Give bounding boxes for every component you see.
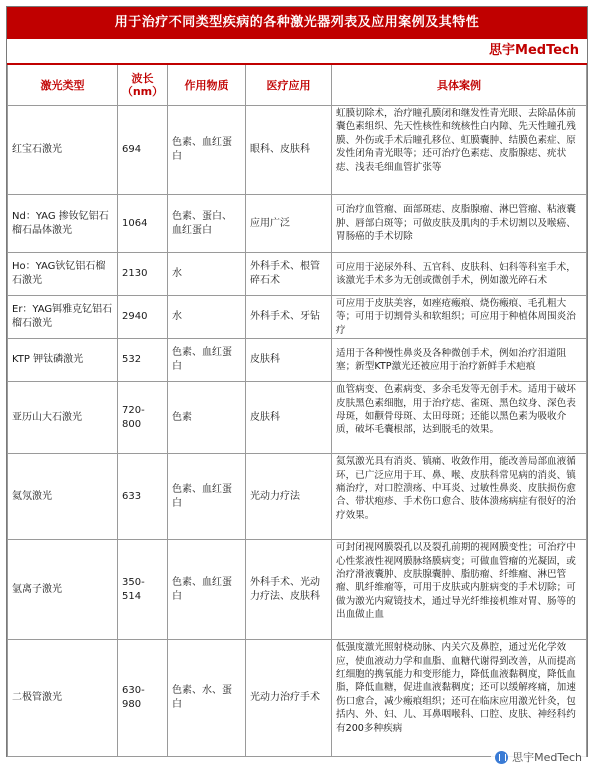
cell-material: 色素、水、蛋白 xyxy=(168,640,246,757)
table-header-row xyxy=(8,65,587,106)
cell-laser-type: 氦氖激光 xyxy=(8,454,118,540)
wechat-channel-icon xyxy=(495,751,508,764)
cell-wavelength: 2940 xyxy=(118,296,168,339)
cell-material: 色素、血红蛋白 xyxy=(168,339,246,382)
cell-wavelength: 633 xyxy=(118,454,168,540)
cell-wavelength: 350-514 xyxy=(118,540,168,640)
table-row xyxy=(8,454,587,540)
cell-laser-type: 氩离子激光 xyxy=(8,540,118,640)
cell-application: 外科手术、光动力疗法、皮肤科 xyxy=(246,540,332,640)
cell-laser-type: KTP 钾钛磷激光 xyxy=(8,339,118,382)
cell-wavelength: 694 xyxy=(118,106,168,195)
header-laser-type: 激光类型 xyxy=(8,65,118,106)
cell-laser-type: Nd：YAG 掺钕钇铝石榴石晶体激光 xyxy=(8,195,118,253)
cell-laser-type: 亚历山大石激光 xyxy=(8,382,118,454)
cell-wavelength: 630-980 xyxy=(118,640,168,757)
cell-application: 光动力疗法 xyxy=(246,454,332,540)
cell-cases: 可应用于泌尿外科、五官科、皮肤科、妇科等科室手术，该激光手术多为无创或微创手术，例如激光碎石术 xyxy=(332,253,587,296)
cell-wavelength: 720-800 xyxy=(118,382,168,454)
cell-cases: 可封闭视网膜裂孔以及裂孔前期的视网膜变性；可治疗中心性浆液性视网膜脉络膜病变；可做血管瘤的光凝固，或治疗滑液囊肿、皮肤腺囊肿、脂肪瘤、纤维瘤、淋巴管瘤、肌纤维瘤等，可用于皮肤或内脏病变的手术切除；可做为激光内窥镜技术，通过导光纤维接机维对胃、肠等的出血做止血 xyxy=(332,540,587,640)
cell-material: 色素 xyxy=(168,382,246,454)
cell-application: 外科手术、根管碎石术 xyxy=(246,253,332,296)
table-row xyxy=(8,296,587,339)
cell-material: 水 xyxy=(168,253,246,296)
cell-application: 眼科、皮肤科 xyxy=(246,106,332,195)
header-material: 作用物质 xyxy=(168,65,246,106)
table-row xyxy=(8,106,587,195)
table-row xyxy=(8,253,587,296)
table-title: 用于治疗不同类型疾病的各种激光器列表及应用案例及其特性 xyxy=(7,7,587,39)
cell-material: 色素、血红蛋白 xyxy=(168,106,246,195)
cell-wavelength: 2130 xyxy=(118,253,168,296)
cell-application: 光动力治疗手术 xyxy=(246,640,332,757)
cell-wavelength: 1064 xyxy=(118,195,168,253)
header-application: 医疗应用 xyxy=(246,65,332,106)
cell-cases: 可应用于皮肤美容，如痤疮瘢痕、烧伤瘢痕、毛孔粗大等；可用于切割骨头和软组织；可应用于种植体周围炎治疗 xyxy=(332,296,587,339)
table-row xyxy=(8,640,587,757)
watermark-label: 思宇MedTech xyxy=(512,751,582,764)
cell-application: 应用广泛 xyxy=(246,195,332,253)
cell-material: 色素、血红蛋白 xyxy=(168,454,246,540)
header-wavelength: 波长 （nm） xyxy=(118,65,168,106)
cell-cases: 虹膜切除术，治疗瞳孔膜闭和继发性青光眼、去除晶体前囊色素组织、先天性核性和统核性白内障、先天性瞳孔残膜、外伤或手术后瞳孔移位、虹膜囊肿、结膜色素症、原发性闭角青光眼等；还可治疗色素痣、皮脂腺痣、疣状痣、浅表毛细血管扩张等 xyxy=(332,106,587,195)
laser-table xyxy=(7,65,587,757)
laser-table-frame xyxy=(6,6,588,757)
cell-material: 水 xyxy=(168,296,246,339)
cell-wavelength: 532 xyxy=(118,339,168,382)
table-row xyxy=(8,339,587,382)
table-row xyxy=(8,382,587,454)
table-row xyxy=(8,540,587,640)
table-row xyxy=(8,195,587,253)
brand-label: 思宇MedTech xyxy=(7,39,587,65)
cell-laser-type: Er：YAG铒雅克钇铝石榴石激光 xyxy=(8,296,118,339)
watermark xyxy=(491,748,586,766)
cell-application: 皮肤科 xyxy=(246,339,332,382)
cell-cases: 氦氖激光具有消炎、镇痛、收敛作用，能改善局部血液循环，已广泛应用于耳、鼻、喉、皮肤科常见病的消炎、镇痛治疗，对口腔溃疡、中耳炎、过敏性鼻炎、皮肤损伤愈合、带状疱疹、手术伤口愈合、肢体溃疡病症有很好的治疗效果。 xyxy=(332,454,587,540)
cell-cases: 血管病变、色素病变、多余毛发等无创手术。适用于破坏皮肤黑色素细胞，用于治疗痣、雀斑、黑色纹身、深色表母斑，如颧骨母斑、太田母斑；还能以黑色素为吸收介质，破坏毛囊根部，达到脱毛的效果。 xyxy=(332,382,587,454)
cell-cases: 可治疗血管瘤、面部斑痣、皮脂腺瘤、淋巴管瘤、粘液囊肿、唇部白斑等；可做皮肤及肌肉的手术切割以及喉癌、胃肠癌的手术切除 xyxy=(332,195,587,253)
cell-material: 色素、蛋白、血红蛋白 xyxy=(168,195,246,253)
cell-material: 色素、血红蛋白 xyxy=(168,540,246,640)
cell-laser-type: 二极管激光 xyxy=(8,640,118,757)
cell-cases: 适用于各种慢性鼻炎及各种微创手术，例如治疗泪道阻塞；新型KTP激光还被应用于治疗新鲜手术疤痕 xyxy=(332,339,587,382)
cell-application: 皮肤科 xyxy=(246,382,332,454)
cell-cases: 低强度激光照射桡动脉、内关穴及鼻腔，通过光化学效应，使血液动力学和血脂、血糖代谢得到改善，从而提高红细胞的携氧能力和变形能力，降低血液黏稠度，降低血脂，降低血糖，促进血液黏稠度；还可以缓解疼痛，加速伤口愈合，减少瘢痕组织；还可在临床应用激光针灸，包括内、外、妇、儿、耳鼻咽喉科、口腔、皮肤、神经科约有200多种疾病 xyxy=(332,640,587,757)
cell-laser-type: 红宝石激光 xyxy=(8,106,118,195)
cell-application: 外科手术、牙钻 xyxy=(246,296,332,339)
header-cases: 具体案例 xyxy=(332,65,587,106)
cell-laser-type: Ho：YAG钬钇铝石榴石激光 xyxy=(8,253,118,296)
